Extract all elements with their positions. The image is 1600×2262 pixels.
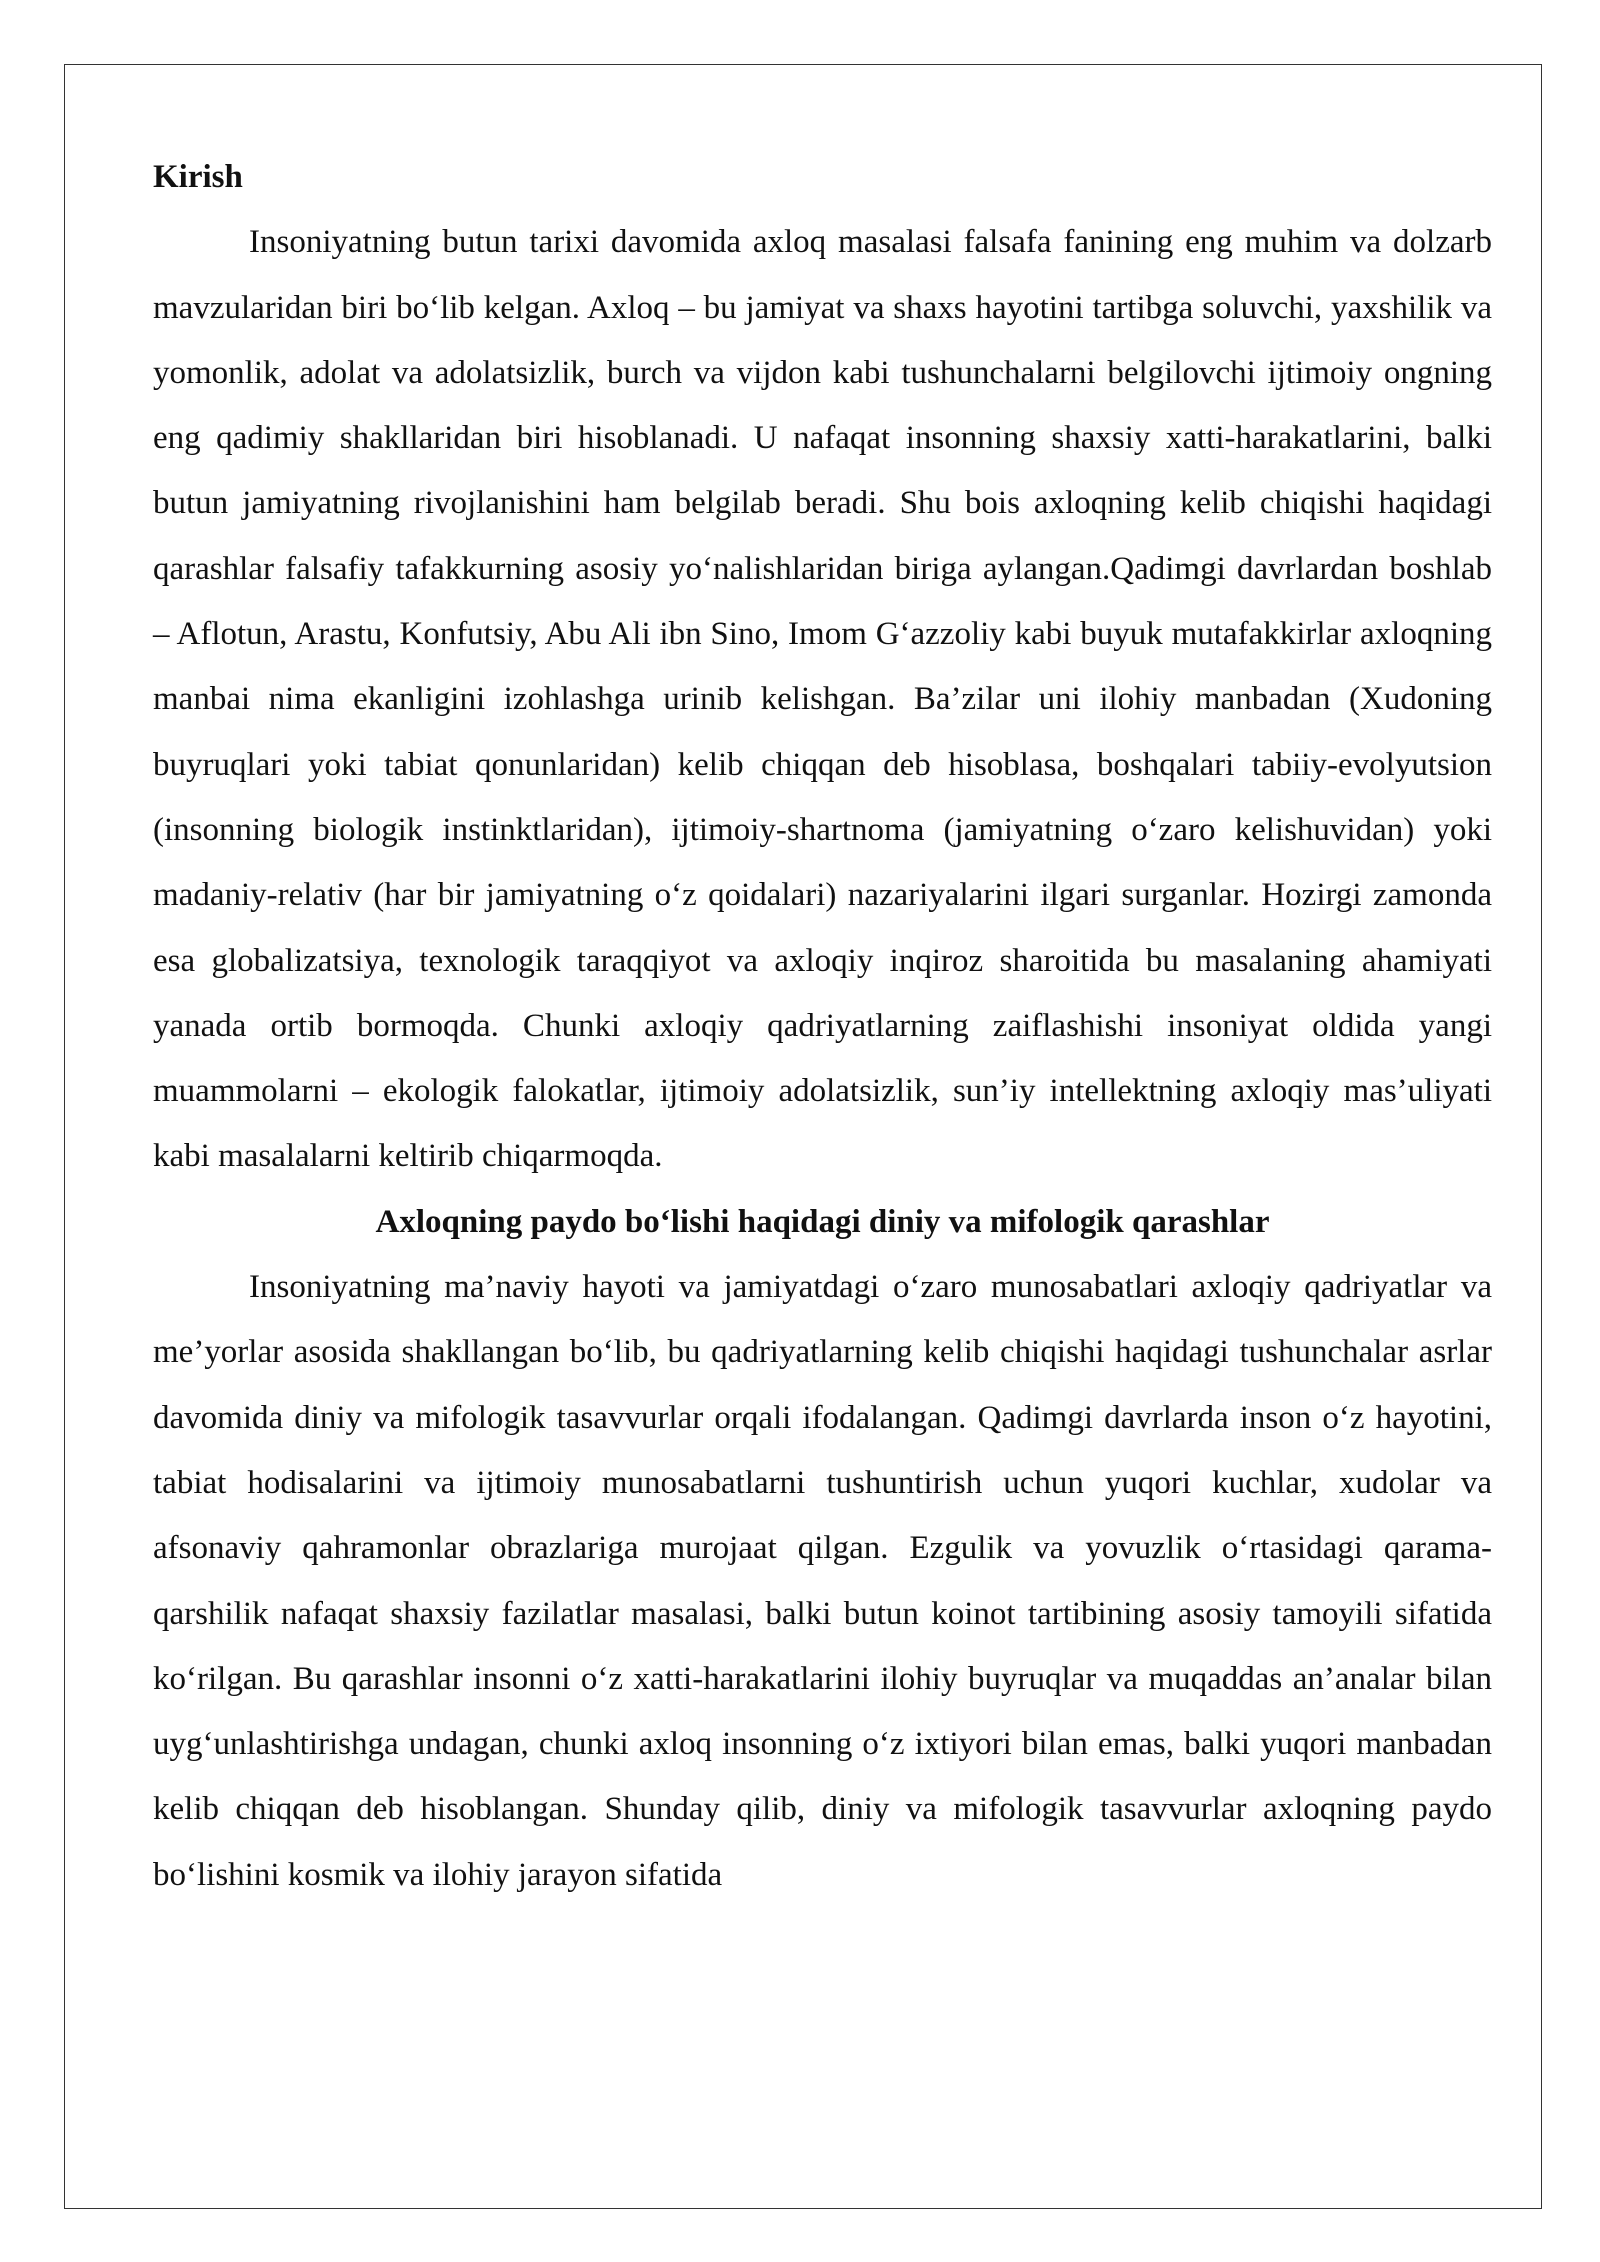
section-paragraph: Insoniyatning ma’naviy hayoti va jamiyatdagi o‘zaro munosabatlari axloqiy qadriyatlar va me’yorlar asosida shakllangan bo‘lib, bu qadriyatlarning kelib chiqishi haqidagi tushunchalar asrlar davomida diniy va mifologik tasavvurlar orqali ifodalangan. Qadimgi davrlarda inson o‘z hayotini, tabiat hodisalarini va ijtimoiy munosabatlarni tushuntirish uchun yuqori kuchlar, xudolar va afsonaviy qahramonlar obrazlariga murojaat qilgan. Ezgulik va yovuzlik o‘rtasidagi qarama-qarshilik nafaqat shaxsiy fazilatlar masalasi, balki butun koinot tartibining asosiy tamoyili sifatida ko‘rilgan. Bu qarashlar insonni o‘z xatti-harakatlarini ilohiy buyruqlar va muqaddas an’analar bilan uyg‘unlashtirishga undagan, chunki axloq insonning o‘z ixtiyori bilan emas, balki yuqori manbadan kelib chiqqan deb hisoblangan. Shunday qilib, diniy va mifologik tasavvurlar axloqning paydo bo‘lishini kosmik va ilohiy jarayon sifatida — [153, 1269, 1492, 1893]
document-body — [153, 145, 1492, 1908]
intro-paragraph: Insoniyatning butun tarixi davomida axloq masalasi falsafa fanining eng muhim va dolzarb mavzularidan biri bo‘lib kelgan. Axloq – bu jamiyat va shaxs hayotini tartibga soluvchi, yaxshilik va yomonlik, adolat va adolatsizlik, burch va vijdon kabi tushunchalarni belgilovchi ijtimoiy ongning eng qadimiy shakllaridan biri hisoblanadi. U nafaqat insonning shaxsiy xatti-harakatlarini, balki butun jamiyatning rivojlanishini ham belgilab beradi. Shu bois axloqning kelib chiqishi haqidagi qarashlar falsafiy tafakkurning asosiy yo‘nalishlaridan biriga aylangan.Qadimgi davrlardan boshlab – Aflotun, Arastu, Konfutsiy, Abu Ali ibn Sino, Imom G‘azzoliy kabi buyuk mutafakkirlar axloqning manbai nima ekanligini izohlashga urinib kelishgan. Ba’zilar uni ilohiy manbadan (Xudoning buyruqlari yoki tabiat qonunlaridan) kelib chiqqan deb hisoblasa, boshqalari tabiiy-evolyutsion (insonning biologik instinktlaridan), ijtimoiy-shartnoma (jamiyatning o‘zaro kelishuvidan) yoki madaniy-relativ (har bir jamiyatning o‘z qoidalari) nazariyalarini ilgari surganlar. Hozirgi zamonda esa globalizatsiya, texnologik taraqqiyot va axloqiy inqiroz sharoitida bu masalaning ahamiyati yanada ortib bormoqda. Chunki axloqiy qadriyatlarning zaiflashishi insoniyat oldida yangi muammolarni – ekologik falokatlar, ijtimoiy adolatsizlik, sun’iy intellektning axloqiy mas’uliyati kabi masalalarni keltirib chiqarmoqda. — [153, 224, 1492, 1175]
intro-heading: Kirish — [153, 159, 243, 195]
section-heading: Axloqning paydo bo‘lishi haqidagi diniy va mifologik qarashlar — [375, 1203, 1270, 1240]
